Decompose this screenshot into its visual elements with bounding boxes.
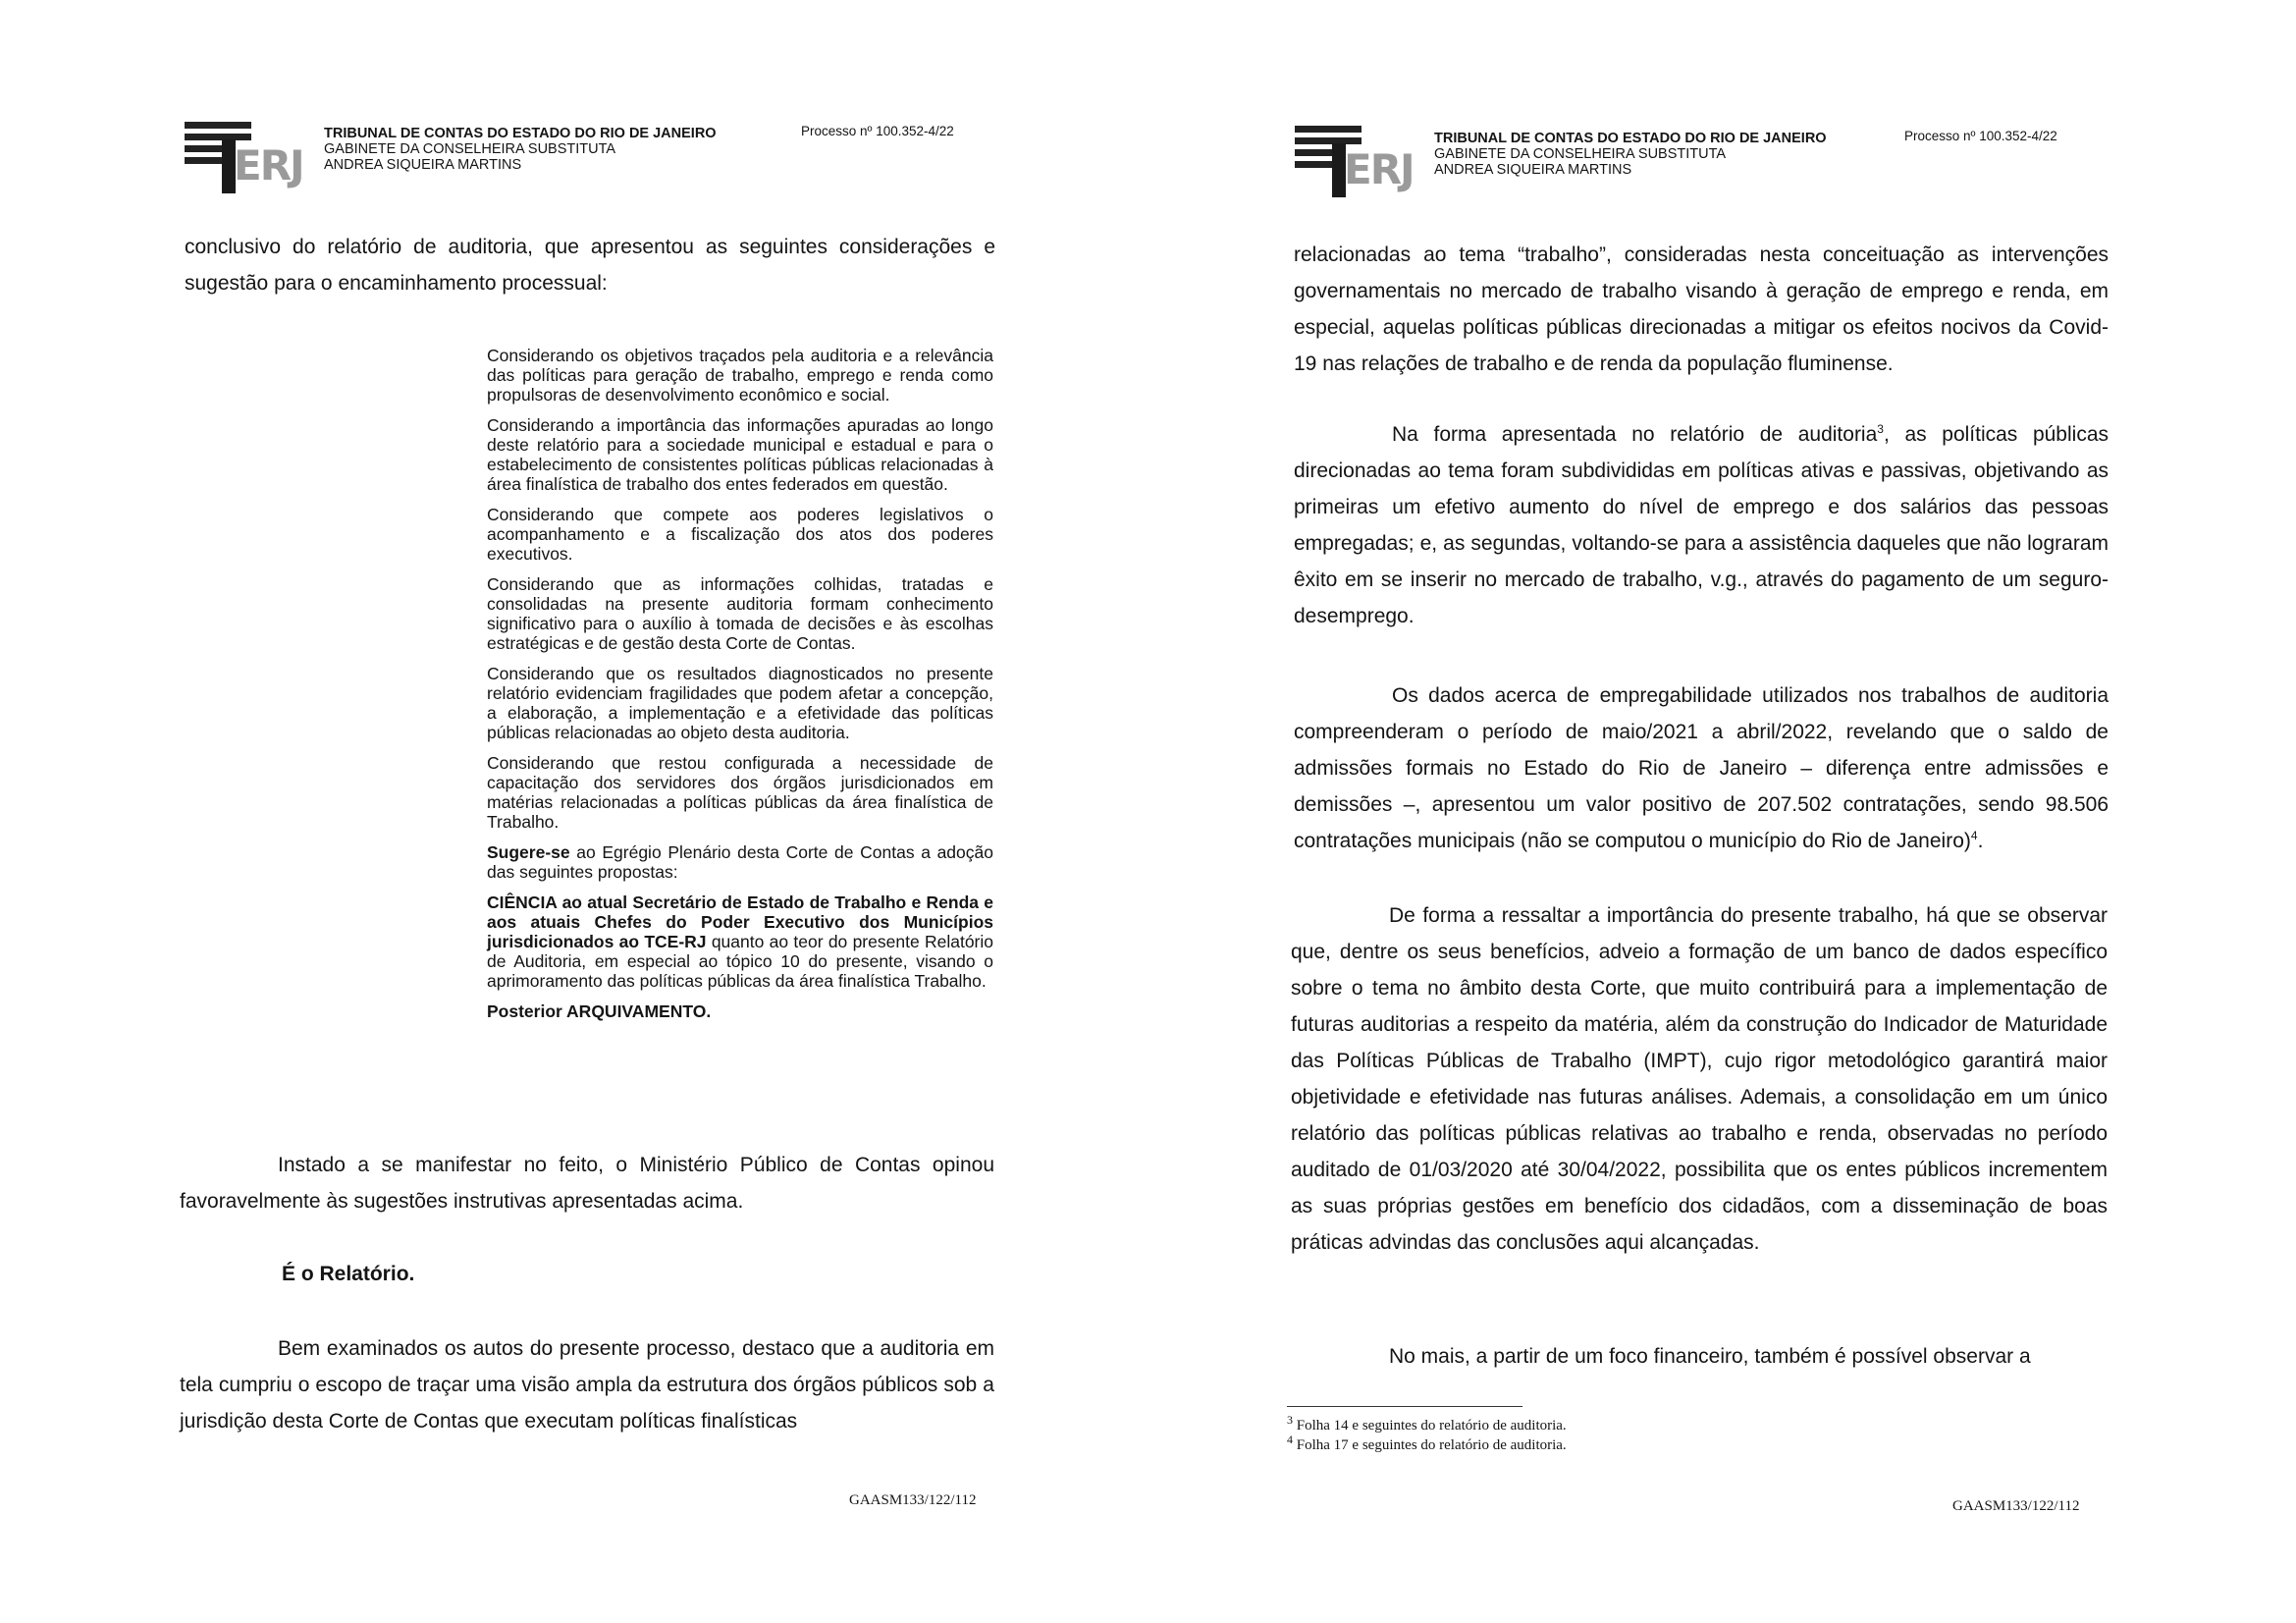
quote-item: Considerando os objetivos traçados pela auditoria e a relevância das políticas para geração de trabalho, emprego e renda como propulsoras de desenvolvimento econômico e social. — [487, 346, 993, 405]
suggest-rest: ao Egrégio Plenário desta Corte de Contas a adoção das seguintes propostas: — [487, 842, 993, 882]
ciencia-bold: CIÊNCIA ao atual Secretário de Estado de Trabalho e Renda e aos atuais Chefes do Poder Executivo dos Municípios jurisdicionados ao TCE-RJ — [487, 893, 993, 951]
header-office: GABINETE DA CONSELHEIRA SUBSTITUTA — [324, 141, 616, 157]
paragraph-2 — [1294, 416, 2109, 634]
process-number: Processo nº 100.352-4/22 — [1904, 129, 2057, 143]
footnote-3-number: 3 — [1287, 1413, 1293, 1427]
footer-code: GAASM133/122/112 — [849, 1492, 977, 1508]
paragraph-3-start: Os dados acerca de empregabilidade utilizados nos trabalhos de auditoria compreenderam o período de maio/2021 a abril/2022, revelando que o saldo de admissões formais no Estado do Rio de Janeiro – diferença entre admissões e demissões –, apresentou um valor positivo de 207.502 contratações, sendo 98.506 contratações municipais (não se computou o município do Rio de Janeiro) — [1294, 684, 2109, 852]
quote-item: Considerando a importância das informações apuradas ao longo deste relatório para a sociedade municipal e estadual e para o estabelecimento de consistentes políticas públicas relacionadas à área finalística de trabalho dos entes federados em questão. — [487, 415, 993, 494]
mp-paragraph: Instado a se manifestar no feito, o Ministério Público de Contas opinou favoravelmente às sugestões instrutivas apresentadas acima. — [180, 1154, 994, 1213]
paragraph-4: De forma a ressaltar a importância do presente trabalho, há que se observar que, dentre os seus benefícios, adveio a formação de um banco de dados específico sobre o tema no âmbito desta Corte, que muito contribuirá para a implementação de futuras auditorias a respeito da matéria, além da construção do Indicador de Maturidade das Políticas Públicas de Trabalho (IMPT), cujo rigor metodológico garantirá maior objetividade e efetividade nas futuras análises. Ademais, a consolidação em um único relatório das políticas públicas relativas ao trabalho e renda, observadas no período auditado de 01/03/2020 até 30/04/2022, possibilita que os entes públicos incrementem as suas próprias gestões em benefício dos cidadãos, com a disseminação de boas práticas advindas das conclusões aqui alcançadas. — [1291, 904, 2108, 1254]
footnote-4-text: Folha 17 e seguintes do relatório de auditoria. — [1293, 1437, 1567, 1453]
analysis-paragraph: Bem examinados os autos do presente processo, destaco que a auditoria em tela cumpriu o escopo de traçar uma visão ampla da estrutura dos órgãos públicos sob a jurisdição desta Corte de Contas que executam políticas finalísticas — [180, 1337, 994, 1433]
header-court: TRIBUNAL DE CONTAS DO ESTADO DO RIO DE JANEIRO — [324, 126, 717, 141]
suggest-item — [487, 842, 993, 882]
right-page — [1148, 0, 2296, 1623]
process-number: Processo nº 100.352-4/22 — [801, 124, 954, 138]
footnote-ref-3[interactable]: 3 — [1877, 422, 1884, 436]
ciencia-item — [487, 893, 993, 991]
tcerj-logo — [1295, 124, 1442, 197]
paragraph-1: relacionadas ao tema “trabalho”, consideradas nesta conceituação as intervenções governamentais no mercado de trabalho visando à geração de emprego e renda, em especial, aquelas políticas públicas direcionadas a mitigar os efeitos nocivos da Covid-19 nas relações de trabalho e de renda da população fluminense. — [1294, 243, 2109, 375]
header-block — [1434, 131, 1827, 178]
tcerj-logo — [185, 120, 332, 193]
footnote-ref-4[interactable]: 4 — [1970, 829, 1978, 842]
footnote-4-number: 4 — [1287, 1433, 1293, 1446]
paragraph-2-start: Na forma apresentada no relatório de auditoria — [1392, 423, 1878, 446]
footer-code: GAASM133/122/112 — [1952, 1498, 2080, 1514]
suggest-bold: Sugere-se — [487, 842, 570, 862]
quote-item: Considerando que os resultados diagnosticados no presente relatório evidenciam fragilidades que podem afetar a concepção, a elaboração, a implementação e a efetividade das políticas públicas relacionadas ao objeto desta auditoria. — [487, 664, 993, 742]
quote-item: Considerando que compete aos poderes legislativos o acompanhamento e a fiscalização dos atos dos poderes executivos. — [487, 505, 993, 564]
header-office: GABINETE DA CONSELHEIRA SUBSTITUTA — [1434, 146, 1727, 162]
footnote-3-text: Folha 14 e seguintes do relatório de auditoria. — [1293, 1418, 1567, 1434]
paragraph-5: No mais, a partir de um foco financeiro, também é possível observar a — [1389, 1345, 2031, 1368]
quote-item: Considerando que restou configurada a necessidade de capacitação dos servidores dos órgãos jurisdicionados em matérias relacionadas a políticas públicas da área finalística de Trabalho. — [487, 753, 993, 832]
quote-item: Considerando que as informações colhidas, tratadas e consolidadas na presente auditoria formam conhecimento significativo para o auxílio à tomada de decisões e às escolhas estratégicas e de gestão desta Corte de Contas. — [487, 574, 993, 653]
intro-paragraph: conclusivo do relatório de auditoria, que apresentou as seguintes considerações e sugestão para o encaminhamento processual: — [185, 236, 995, 295]
logo-text: ERJ — [234, 141, 303, 189]
footnote-3 — [1287, 1413, 1974, 1435]
footnote-divider — [1287, 1406, 1522, 1407]
audit-quote — [487, 346, 993, 1032]
paragraph-3 — [1294, 677, 2109, 859]
header-block — [324, 126, 717, 173]
paragraph-2-end: , as políticas públicas direcionadas ao tema foram subdivididas em políticas ativas e passivas, objetivando as primeiras um efetivo aumento do nível de emprego e dos salários das pessoas empregadas; e, as segundas, voltando-se para a assistência daqueles que não lograram êxito em se inserir no mercado de trabalho, v.g., através do pagamento de um seguro-desemprego. — [1294, 423, 2109, 627]
archive-item: Posterior ARQUIVAMENTO. — [487, 1001, 712, 1021]
header-name: ANDREA SIQUEIRA MARTINS — [324, 157, 522, 173]
footnote-4 — [1287, 1435, 1974, 1455]
header-court: TRIBUNAL DE CONTAS DO ESTADO DO RIO DE JANEIRO — [1434, 131, 1827, 146]
header-name: ANDREA SIQUEIRA MARTINS — [1434, 162, 1632, 178]
report-heading: É o Relatório. — [282, 1263, 415, 1285]
paragraph-3-end: . — [1977, 830, 1984, 852]
ciencia-rest: quanto ao teor do presente Relatório de Auditoria, em especial ao tópico 10 do presente, visando o aprimoramento das políticas públicas da área finalística Trabalho. — [487, 932, 993, 991]
logo-text: ERJ — [1344, 145, 1414, 193]
